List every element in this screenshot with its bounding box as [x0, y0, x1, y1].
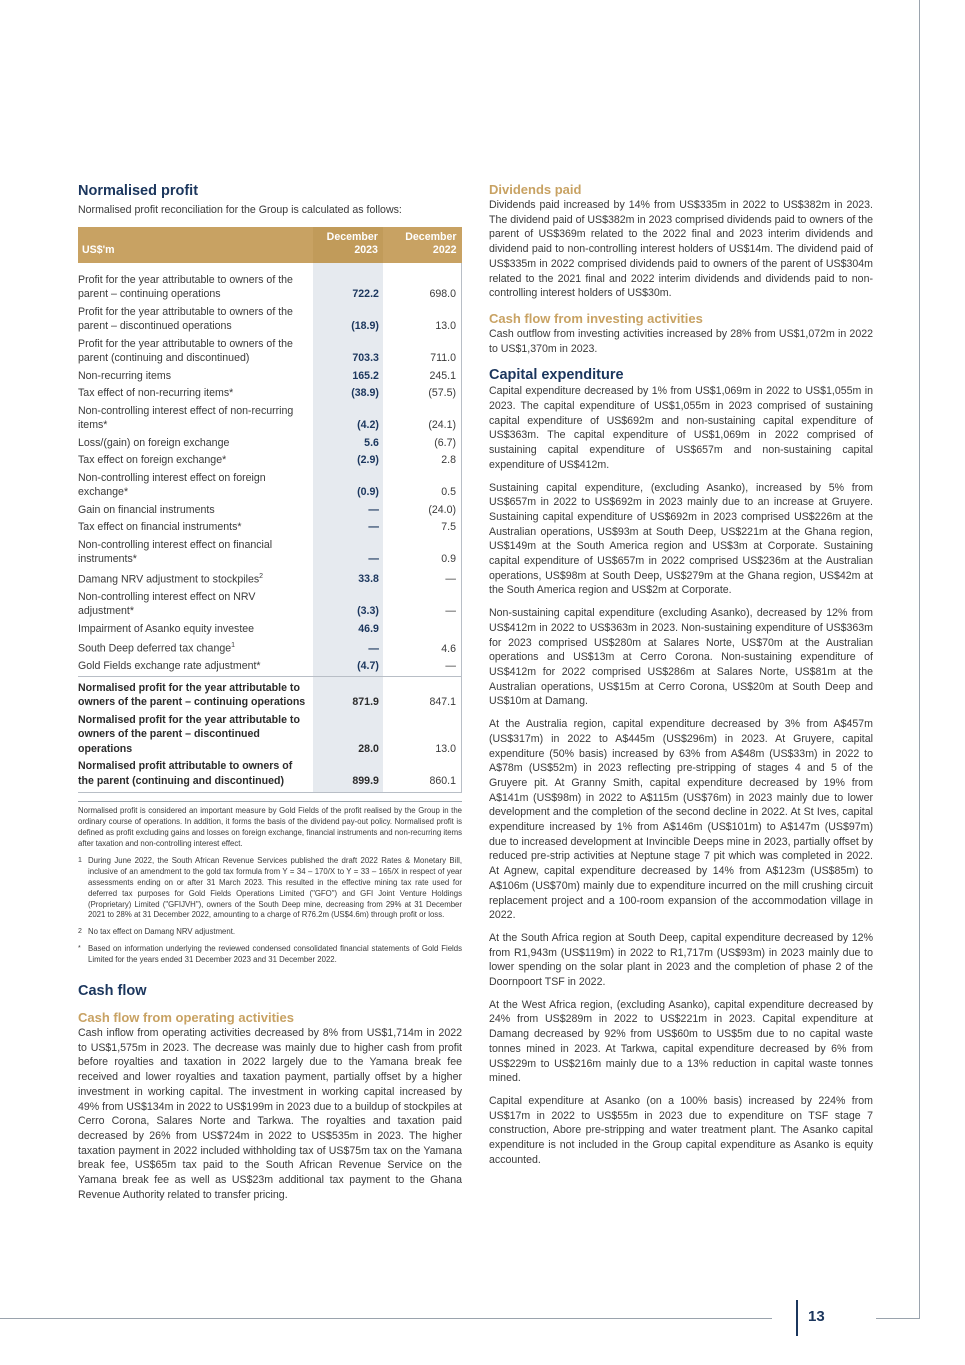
- table-row: [78, 336, 462, 368]
- footnote-text: During June 2022, the South African Revenue Services published the draft 2022 Rates & Monetary Bill, inclusive of an amendment to the gold tax formula from Y = 34 – 170/X to Y = 33 – 165/X in respect of year assessments ending on or after 31 March 2023. This resulted in the effective mining tax rate used for deferred tax purposes for Gold Fields Operations Limited ("GFO") and GFI Joint Venture Holdings (Proprietary) Limited ("GFIJVH"), owners of the South Deep mine, decreasing from 29% at 31 December 2021 to 28% at 31 December 2022, amounting to a charge of R76.2m (US$4.6m) through profit or loss.: [88, 855, 462, 920]
- col-header-2022-year: 2022: [432, 243, 457, 256]
- row-value-2022: 2.8: [383, 452, 462, 470]
- table-row: [78, 638, 462, 658]
- row-label: Non-controlling interest effect on financial instruments*: [78, 538, 273, 566]
- total-row: [78, 676, 462, 712]
- row-label: Profit for the year attributable to owners of the parent – discontinued operations: [78, 305, 293, 333]
- row-value-2022: (24.0): [383, 502, 462, 520]
- row-value-2022: 4.6: [383, 638, 462, 658]
- row-value-2022: (24.1): [383, 403, 462, 435]
- row-label: Non-recurring items: [78, 369, 172, 382]
- total-row: [78, 758, 462, 793]
- row-label: Gold Fields exchange rate adjustment*: [78, 660, 261, 673]
- table-row: [78, 569, 462, 589]
- table-row: [78, 519, 462, 537]
- row-value-2023: (4.7): [313, 658, 383, 676]
- capex-paragraph: Capital expenditure at Asanko (on a 100% basis) increased by 224% from US$17m in 2022 to US$55m in 2023 due to expenditure on TSF stage 7 construction, Abore pre-stripping and water treatment plant. The Asanko capital expenditure is not included in the Group capital expenditure as Asanko is equity accounted.: [489, 1094, 873, 1166]
- footnote-text: No tax effect on Damang NRV adjustment.: [88, 927, 236, 937]
- col-header-2022-month: December: [405, 230, 457, 243]
- capex-paragraph: Non-sustaining capital expenditure (excluding Asanko), decreased by 12% from US$412m in 2022 to US$363m in 2023. Non-sustaining expenditure of US$363m for 2023 comprised US$280m at Salares Norte, US$70m at the Australian operations and US$13m at Cerro Corona. Non-sustaining expenditure of US$412m for 2022 comprised US$286m at Salares Norte, US$81m at the Australian operations, US$15m at Cerro Corona, US$20m at South Deep and US$10m at Damang.: [489, 607, 873, 708]
- row-value-2023: —: [313, 537, 383, 569]
- row-value-2023: 46.9: [313, 621, 383, 639]
- row-value-2023: 722.2: [313, 263, 383, 304]
- row-value-2023: (3.3): [313, 589, 383, 621]
- table-row: [78, 368, 462, 386]
- row-value-2022: (57.5): [383, 385, 462, 403]
- footnote: [78, 944, 462, 966]
- col-header-2022: [383, 227, 462, 263]
- table-row: [78, 304, 462, 336]
- right-column: [489, 182, 873, 1167]
- row-value-2023: —: [313, 502, 383, 520]
- total-value-2023: 871.9: [313, 676, 383, 712]
- normalised-profit-table: [78, 227, 462, 794]
- col-header-2023-year: 2023: [354, 243, 378, 256]
- row-value-2022: 0.9: [383, 537, 462, 569]
- capex-paragraph: Capital expenditure decreased by 1% from US$1,069m in 2022 to US$1,055m in 2023. The capital expenditure of US$1,055m in 2023 comprised of sustaining capital expenditure of US$692m and non-sustaining capital expenditure of US$363m. The capital expenditure of US$1,069m in 2022 comprised of sustaining capital expenditure of US$657m and non-sustaining capital expenditure of US$412m.: [489, 385, 873, 471]
- normalised-profit-heading: Normalised profit: [78, 183, 199, 199]
- row-value-2022: 698.0: [383, 263, 462, 304]
- capex-paragraph: Sustaining capital expenditure, (excluding Asanko), increased by 5% from US$657m in 2022 to US$692m in 2023 mainly due to an increase at Gruyere. Sustaining capital expenditure of US$692m in 2023 comprised US$226m at the Australian operations, US$93m at South Deep, US$221m at the Ghana region, US$149m at the South America region and US$3m at Corporate. Sustaining capital expenditure of US$657m in 2022 comprised US$236m at the Australian operations, US$98m at South Deep, US$279m at the Ghana region, US$42m at the South America region and US$2m at Corporate.: [489, 481, 873, 597]
- row-label: Profit for the year attributable to owners of the parent – continuing operations: [78, 273, 293, 301]
- row-value-2023: (2.9): [313, 452, 383, 470]
- row-value-2022: —: [383, 589, 462, 621]
- footnote-ref: 1: [231, 642, 236, 650]
- row-value-2022: —: [383, 658, 462, 676]
- operating-activities-text: Cash inflow from operating activities decreased by 8% from US$1,714m in 2022 to US$1,575m in 2023. The decrease was mainly due to higher cash from profit before royalties and taxation in 2022 largely due to the Yamana break fee received and lower royalties and taxation payment, partially offset by a higher investment in working capital. The investment in working capital increased by 49% from US$134m in 2022 to US$199m in 2023 due to a buildup of stockpiles at Cerro Corona, Salares Norte and Tarkwa. The royalties and taxation paid decreased by 26% from US$724m in 2022 to US$535m in 2023. The higher taxation payment in 2022 included withholding tax of US$75m tax on the Yamana break fee, US$65m tax paid to the South African Revenue Service on the Yamana break fee as well as US$23m additional tax payment to the Ghana Revenue Authority related to transfer pricing.: [78, 1027, 462, 1201]
- dividends-heading: Dividends paid: [489, 182, 582, 197]
- left-column: [78, 182, 462, 1202]
- row-label: [78, 638, 313, 658]
- row-value-2022: 711.0: [383, 336, 462, 368]
- capex-paragraph: At the South Africa region at South Deep, capital expenditure decreased by 12% from R1,943m (US$119m) in 2022 to R1,717m (US$93m) in 2023 mainly due to lower spending on the solar plant in 2023 and the completion of phase 2 of the Doornpoort TSF in 2022.: [489, 931, 873, 989]
- row-label: Non-controlling interest effect on foreign exchange*: [78, 471, 266, 499]
- total-label: Normalised profit for the year attributable to owners of the parent – discontinued operations: [78, 713, 300, 755]
- col-header-label: US$'m: [78, 227, 313, 263]
- table-row: [78, 403, 462, 435]
- footnote-marker: *: [78, 945, 81, 953]
- capex-paragraph: At the Australia region, capital expenditure decreased by 3% from A$457m (US$317m) in 2022 to A$445m (US$296m) in 2023. At Gruyere, capital expenditure (50% basis) increased by 63% from A$48m (US$33m) in 2022 to A$78m (US$52m) in 2023 reflecting pre-stripping of stages 4 and 5 of the Gruyere pit. At Granny Smith, capital expenditure decreased by 19% from A$141m (US$98m) in 2022 to A$115m (US$76m) in 2023 mainly due to lower development and the completion of the second decline in 2022. At St Ives, capital expenditure increased by 1% from A$146m (US$101m) to A$147m (US$97m) due to increased development at Invincible Deeps mine in 2023, partially offset by reduced pre-strip activities at Neptune stage 7 pit which was completed in 2022. At Agnew, capital expenditure decreased by 14% from A$123m (US$85m) to A$106m (US$70m) mainly due to expenditure incurred on the mill crushing circuit replacement project and a 100-room expansion of the accommodation village in 2022.: [489, 718, 873, 922]
- capex-heading: Capital expenditure: [489, 367, 624, 384]
- row-value-2023: (18.9): [313, 304, 383, 336]
- footnote-marker: 2: [78, 928, 82, 936]
- footnote-text: Based on information underlying the reviewed condensed consolidated financial statements of Gold Fields Limited for the years ended 31 December 2023 and 31 December 2022.: [88, 944, 462, 965]
- row-value-2023: 165.2: [313, 368, 383, 386]
- row-label: Tax effect on financial instruments*: [78, 521, 242, 534]
- investing-activities-heading: Cash flow from investing activities: [489, 310, 703, 326]
- row-value-2022: 245.1: [383, 368, 462, 386]
- table-row: [78, 452, 462, 470]
- row-label: Tax effect on foreign exchange*: [78, 454, 227, 467]
- row-value-2023: (4.2): [313, 403, 383, 435]
- row-label: Loss/(gain) on foreign exchange: [78, 436, 230, 449]
- row-value-2022: [383, 621, 462, 639]
- footnote-marker: 1: [78, 856, 82, 864]
- row-label: Gain on financial instruments: [78, 503, 215, 516]
- table-notes: [78, 801, 462, 966]
- table-row: [78, 658, 462, 676]
- total-value-2023: 28.0: [313, 712, 383, 759]
- dividends-text: Dividends paid increased by 14% from US$335m in 2022 to US$382m in 2023. The dividend paid of US$382m in 2023 comprised dividends paid to owners of the parent of US$369m related to the 2022 final and 2023 interim dividends and dividend paid to non-controlling interest holders of US$14m. The dividend paid of US$335m in 2022 comprised dividends paid to owners of the parent of US$304m related to the 2021 final and 2022 interim dividends and dividends paid to non-controlling interest holders of US$30m.: [489, 199, 873, 300]
- row-value-2023: (0.9): [313, 470, 383, 502]
- page-number-bar: [796, 1300, 798, 1336]
- normalised-profit-note: Normalised profit is considered an important measure by Gold Fields of the profit realised by the Group in the ordinary course of operations. In addition, it forms the basis of the dividend pay-out policy. Normalised profit is defined as profit excluding gains and losses on foreign exchange, financial instruments and non-recurring items after taxation and non-controlling interest effect.: [78, 806, 462, 848]
- normalised-profit-intro: Normalised profit reconciliation for the Group is calculated as follows:: [78, 204, 402, 216]
- row-label-text: Damang NRV adjustment to stockpiles: [78, 573, 260, 586]
- row-value-2022: (6.7): [383, 435, 462, 453]
- table-row: [78, 621, 462, 639]
- page-frame-bottom: [0, 1318, 772, 1319]
- total-value-2022: 847.1: [383, 676, 462, 712]
- row-value-2023: 33.8: [313, 569, 383, 589]
- row-value-2022: 0.5: [383, 470, 462, 502]
- page-frame-bottom-right: [876, 1318, 920, 1319]
- col-header-2023-month: December: [326, 230, 378, 243]
- total-value-2023: 899.9: [313, 758, 383, 793]
- row-value-2023: 703.3: [313, 336, 383, 368]
- page-number: 13: [808, 1308, 825, 1325]
- table-row: [78, 589, 462, 621]
- row-label: Non-controlling interest effect of non-recurring items*: [78, 404, 294, 432]
- row-value-2023: (38.9): [313, 385, 383, 403]
- row-value-2023: 5.6: [313, 435, 383, 453]
- table-row: [78, 502, 462, 520]
- table-row: [78, 435, 462, 453]
- col-header-2023: [313, 227, 383, 263]
- row-label: Impairment of Asanko equity investee: [78, 622, 255, 635]
- row-value-2022: —: [383, 569, 462, 589]
- row-label: Non-controlling interest effect on NRV adjustment*: [78, 590, 256, 618]
- table-header-row: [78, 227, 462, 263]
- table-row: [78, 263, 462, 304]
- table-row: [78, 470, 462, 502]
- cash-flow-heading: Cash flow: [78, 983, 147, 1000]
- investing-activities-text: Cash outflow from investing activities increased by 28% from US$1,072m in 2022 to US$1,370m in 2023.: [489, 327, 873, 355]
- footnote: [78, 927, 462, 938]
- row-label-text: South Deep deferred tax change: [78, 642, 232, 655]
- footnote: [78, 856, 462, 921]
- row-value-2022: 7.5: [383, 519, 462, 537]
- table-row: [78, 385, 462, 403]
- row-label: Profit for the year attributable to owners of the parent (continuing and discontinued): [78, 337, 293, 365]
- page-frame-right: [919, 0, 920, 1318]
- total-label: Normalised profit attributable to owners of the parent (continuing and discontinued): [78, 758, 313, 793]
- capex-paragraph: At the West Africa region, (excluding Asanko), capital expenditure decreased by 24% from US$289m in 2022 to US$221m in 2023. Capital expenditure at Damang decreased by 92% from US$60m to US$5m due to no capital waste tonnes mined in 2023. At Tarkwa, capital expenditure decreased by 6% from US$229m to US$216m mainly due to a 13% reduction in capital waste tonnes mined.: [489, 998, 873, 1085]
- row-label: Tax effect of non-recurring items*: [78, 387, 234, 400]
- table-row: [78, 537, 462, 569]
- row-value-2022: 13.0: [383, 304, 462, 336]
- row-label: [78, 569, 313, 589]
- total-value-2022: 860.1: [383, 758, 462, 793]
- footnote-ref: 2: [259, 572, 264, 580]
- total-row: [78, 712, 462, 759]
- operating-activities-heading: Cash flow from operating activities: [78, 1010, 294, 1026]
- total-value-2022: 13.0: [383, 712, 462, 759]
- row-value-2023: —: [313, 519, 383, 537]
- total-label: Normalised profit for the year attributable to owners of the parent – continuing operations: [78, 676, 313, 712]
- row-value-2023: —: [313, 638, 383, 658]
